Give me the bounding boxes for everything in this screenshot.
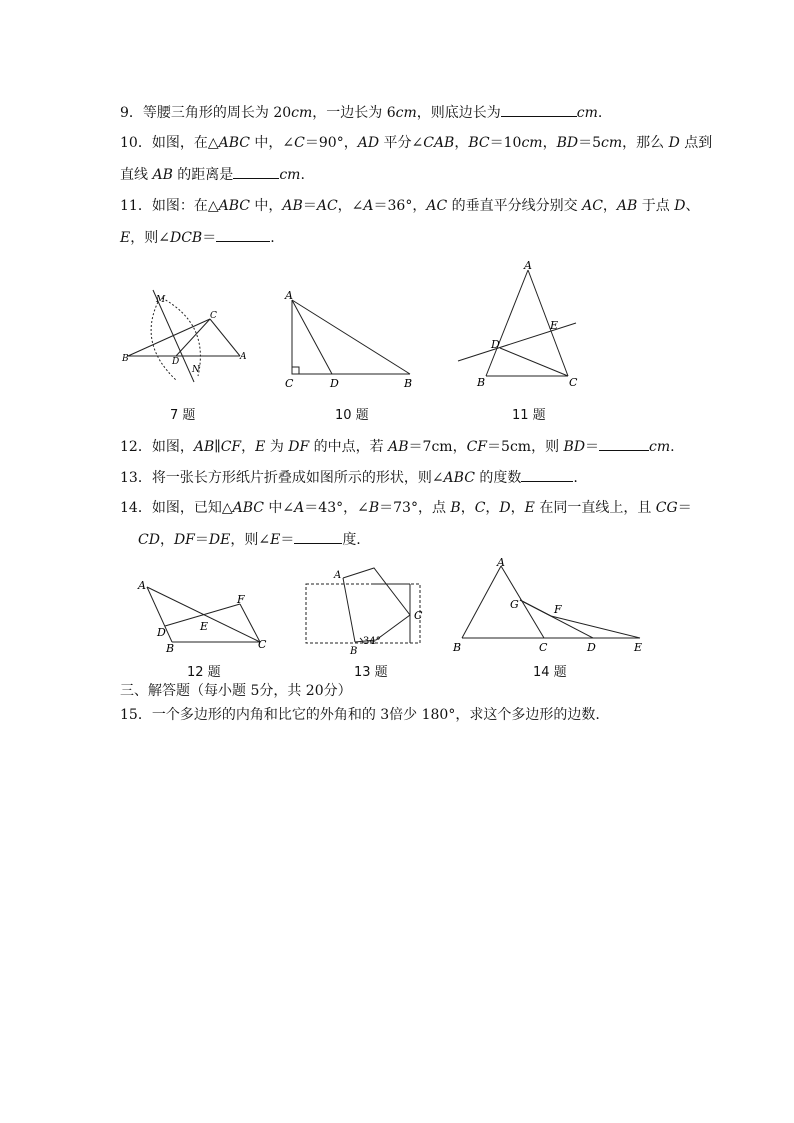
q14-text: ＝ — [677, 500, 692, 516]
question-11-line-2 — [120, 227, 275, 248]
label-a: A — [138, 579, 146, 592]
q14-text: 中∠ — [263, 500, 295, 516]
q14-var: A — [294, 500, 305, 516]
q12-text: cm — [509, 439, 532, 455]
answer-blank[interactable] — [294, 529, 342, 544]
q12-var: AB — [388, 439, 409, 455]
q11-text: 于点 — [637, 198, 675, 214]
label-n: N — [192, 365, 200, 375]
q10-var: AB — [152, 167, 173, 183]
q10-text: 中，∠ — [249, 135, 295, 151]
label-c: C — [569, 376, 578, 389]
label-d: D — [157, 626, 166, 639]
q12-text: 的中点，若 — [309, 439, 389, 455]
q14-text: ， — [159, 532, 174, 548]
q12-var: E — [255, 439, 266, 455]
fig14-side-ac — [501, 566, 544, 638]
label-d: D — [330, 377, 339, 390]
q14-var: C — [474, 500, 486, 516]
q10-text: . — [300, 167, 305, 183]
question-10-line-2 — [120, 164, 305, 185]
label-g: G — [510, 598, 519, 611]
label-c: C — [539, 641, 548, 654]
q11-var: AB — [282, 198, 303, 214]
q14-var: CG — [655, 500, 678, 516]
q14-text: ＝43°，∠ — [304, 500, 369, 516]
label-c: C — [258, 638, 267, 651]
section-heading: 三、解答题（每小题 5分，共 20分） — [120, 683, 352, 699]
q11-var: E — [120, 230, 131, 246]
fig7-line-bc — [128, 319, 210, 356]
label-a: A — [240, 352, 247, 362]
q12-text: ＝7 — [408, 439, 432, 455]
label-b: B — [404, 377, 413, 390]
q9-unit: cm — [291, 105, 313, 121]
q14-text: ＝ — [280, 532, 295, 548]
q10-text: ＝10 — [489, 135, 522, 151]
q14-text: ， — [510, 500, 525, 516]
q11-var: A — [363, 198, 374, 214]
q14-text: ＝73°，点 — [379, 500, 451, 516]
fig14-side-ab — [462, 566, 501, 638]
q13-text: 13．将一张长方形纸片折叠成如图所示的形状，则∠ — [120, 470, 444, 486]
label-m: M — [156, 295, 166, 305]
q10-var: cm — [601, 135, 623, 151]
answer-blank[interactable] — [501, 102, 577, 117]
figure-13-caption: 13 题 — [354, 665, 388, 680]
fig7-line-ca — [210, 319, 240, 356]
label-b: B — [453, 641, 462, 654]
label-a: A — [285, 289, 293, 302]
q12-text: cm — [431, 439, 453, 455]
q10-text: 10．如图，在△ — [120, 135, 219, 151]
q12-text: ＝5 — [487, 439, 510, 455]
q14-text: ， — [460, 500, 475, 516]
figure-12-caption: 12 题 — [187, 665, 221, 680]
fig14-segment-gf — [520, 600, 551, 616]
question-12 — [120, 436, 675, 457]
q10-var: C — [294, 135, 305, 151]
fig7-line-dc — [176, 319, 210, 356]
q10-var: BC — [468, 135, 490, 151]
q14-text: ，则∠ — [230, 532, 271, 548]
fig13-fold-edge-ab — [343, 578, 355, 642]
q9-unit: cm — [395, 105, 417, 121]
q9-text: ，一边长为 6 — [312, 105, 396, 121]
q12-var: CF — [220, 439, 242, 455]
q10-text: 点到 — [679, 135, 713, 151]
label-c: C — [210, 311, 217, 321]
figure-14-caption: 14 题 — [533, 665, 567, 680]
q12-var: CF — [466, 439, 488, 455]
q10-var: cm — [521, 135, 543, 151]
q14-var: B — [368, 500, 380, 516]
q10-text: 直线 — [120, 167, 153, 183]
q11-text: 11．如图：在△ — [120, 198, 219, 214]
q11-text: ＝ — [202, 230, 217, 246]
q14-var: B — [450, 500, 461, 516]
label-a: A — [334, 570, 342, 581]
question-14-line-1 — [120, 498, 692, 518]
answer-blank[interactable] — [599, 436, 649, 451]
q9-text: ，则底边长为 — [416, 105, 501, 121]
figure-14 — [448, 552, 648, 654]
q10-text: 平分∠ — [379, 135, 424, 151]
label-d: D — [172, 357, 180, 367]
q11-text: 的垂直平分线分别交 — [447, 198, 583, 214]
fig11-side-ab — [486, 270, 528, 376]
label-f: F — [237, 593, 245, 606]
q12-var: cm — [649, 439, 671, 455]
q10-text: ， — [454, 135, 469, 151]
q11-var: AC — [582, 198, 603, 214]
q10-var: D — [668, 135, 680, 151]
answer-blank[interactable] — [216, 227, 270, 242]
label-d: D — [491, 338, 500, 351]
q12-text: ＝ — [585, 439, 600, 455]
question-10-line-1 — [120, 133, 712, 153]
figure-10 — [282, 286, 422, 394]
question-11-line-1 — [120, 196, 699, 216]
q11-text: ＝36°， — [373, 198, 427, 214]
q12-var: DF — [288, 439, 310, 455]
q10-text: ＝5 — [578, 135, 602, 151]
q10-var: CAB — [423, 135, 455, 151]
figure-11 — [452, 256, 592, 394]
fig12-line-fc — [240, 604, 260, 642]
fig13-original-rectangle — [306, 584, 420, 643]
answer-blank[interactable] — [233, 164, 279, 179]
label-f: F — [554, 603, 562, 616]
q11-text: 中， — [249, 198, 283, 214]
q12-text: . — [670, 439, 675, 455]
label-c: C — [414, 609, 423, 622]
q14-var: ABC — [232, 500, 264, 516]
q10-var: ABC — [218, 135, 250, 151]
q12-text: 12．如图， — [120, 439, 194, 455]
q11-text: ， — [602, 198, 617, 214]
q11-text: ＝ — [302, 198, 317, 214]
q10-text: 的距离是 — [172, 167, 234, 183]
q11-var: AC — [316, 198, 338, 214]
label-b: B — [166, 642, 175, 654]
figure-11-caption: 11 题 — [512, 408, 546, 423]
q9-unit: cm — [576, 105, 598, 121]
q12-var: AB — [193, 439, 215, 455]
question-13 — [120, 467, 578, 488]
label-a: A — [497, 556, 505, 569]
answer-blank[interactable] — [521, 467, 573, 482]
q12-var: BD — [563, 439, 586, 455]
figure-13 — [298, 560, 438, 660]
q14-var: D — [499, 500, 511, 516]
label-e: E — [634, 641, 643, 654]
q14-text: ＝ — [194, 532, 209, 548]
q14-var: DF — [173, 532, 195, 548]
right-angle-mark — [292, 367, 299, 374]
q9-text: . — [597, 105, 603, 121]
question-15: 15．一个多边形的内角和比它的外角和的 3倍少 180°，求这个多边形的边数. — [120, 707, 600, 723]
q13-text: 的度数 — [474, 470, 522, 486]
q11-var: D — [674, 198, 686, 214]
q12-text: ， — [452, 439, 467, 455]
q12-text: 为 — [265, 439, 289, 455]
figure-7-caption: 7 题 — [170, 408, 196, 423]
q11-text: 、 — [685, 198, 700, 214]
q10-text: ，那么 — [622, 135, 669, 151]
q14-var: E — [270, 532, 281, 548]
q9-text: 9．等腰三角形的周长为 20 — [120, 105, 292, 121]
q11-text: . — [270, 230, 275, 246]
q11-var: DCB — [169, 230, 203, 246]
label-e: E — [550, 319, 559, 332]
q14-var: CD — [138, 532, 160, 548]
q11-var: ABC — [218, 198, 250, 214]
label-e: E — [200, 620, 209, 633]
figure-7 — [118, 284, 258, 384]
label-d: D — [587, 641, 596, 654]
fig11-segment-dc — [500, 348, 568, 376]
figure-12 — [132, 574, 282, 654]
q14-text: 在同一直线上，且 — [534, 500, 656, 516]
label-c: C — [285, 377, 294, 390]
q12-text: ，则 — [531, 439, 564, 455]
question-14-line-2 — [138, 529, 361, 550]
fig14-segment-fe — [551, 616, 640, 638]
q10-var: BD — [556, 135, 579, 151]
q14-var: E — [524, 500, 535, 516]
q14-text: 14．如图，已知△ — [120, 500, 233, 516]
figure-10-caption: 10 题 — [335, 408, 369, 423]
q11-var: AC — [426, 198, 448, 214]
q11-var: AB — [616, 198, 638, 214]
fig10-side-ab — [292, 300, 410, 374]
angle-label: 34° — [363, 636, 381, 647]
q14-text: ， — [485, 500, 500, 516]
label-b: B — [477, 376, 486, 389]
fig10-bisector-ad — [292, 300, 332, 374]
fig11-side-ac — [528, 270, 568, 376]
q13-var: ABC — [443, 470, 475, 486]
q11-text: ，则∠ — [130, 230, 170, 246]
q10-text: ， — [542, 135, 557, 151]
q10-var: AD — [357, 135, 380, 151]
q12-text: ， — [241, 439, 256, 455]
label-a: A — [524, 259, 532, 272]
q11-text: ，∠ — [337, 198, 364, 214]
label-b: B — [350, 646, 358, 657]
q10-text: ＝90°， — [304, 135, 358, 151]
q14-text: 度. — [342, 532, 361, 548]
q13-text: . — [573, 470, 578, 486]
label-b: B — [122, 354, 129, 364]
question-9 — [120, 102, 602, 123]
q10-var: cm — [279, 167, 301, 183]
q14-var: DE — [208, 532, 231, 548]
q12-text: ∥ — [214, 439, 221, 455]
